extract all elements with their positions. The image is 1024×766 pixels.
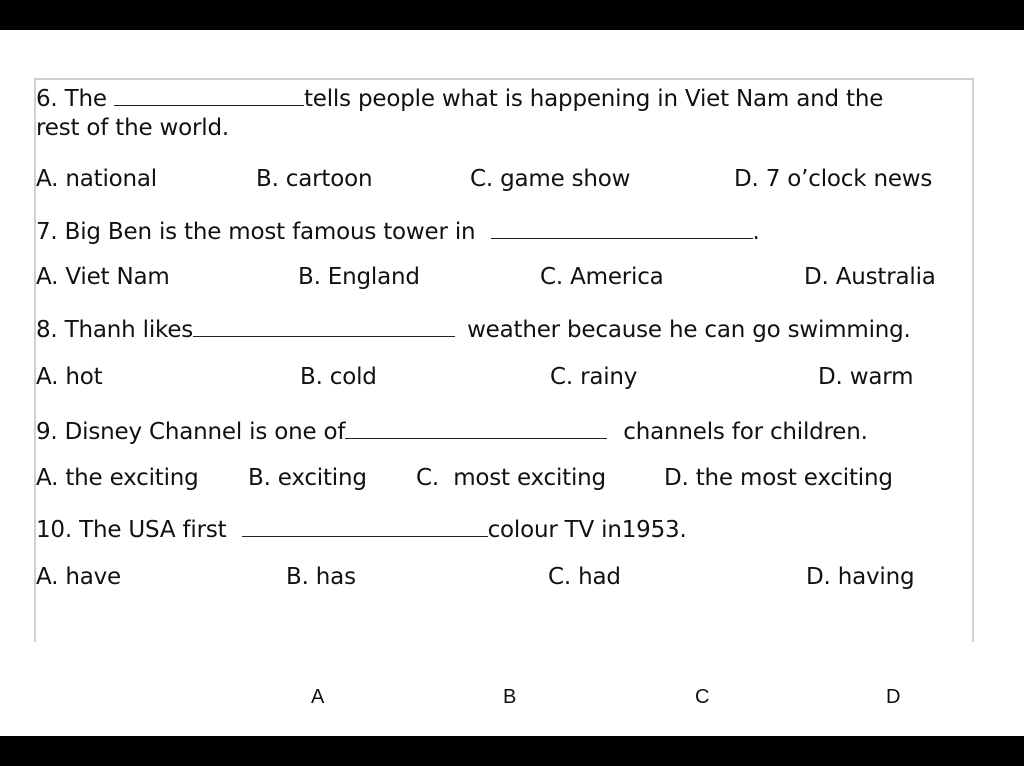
- worksheet-page: [0, 30, 1024, 736]
- question-10-option-d: D. having: [806, 564, 915, 590]
- question-8-option-d: D. warm: [818, 364, 914, 390]
- question-8-option-b: B. cold: [300, 364, 377, 390]
- question-9-option-d: D. the most exciting: [664, 465, 893, 491]
- question-10-stem-after: colour TV in1953.: [487, 517, 687, 543]
- question-8-stem-after: weather because he can go swimming.: [467, 317, 911, 343]
- question-7-option-b: B. England: [298, 264, 420, 290]
- question-9-option-b: B. exciting: [248, 465, 367, 491]
- question-6-option-b: B. cartoon: [256, 166, 373, 192]
- question-8-option-a: A. hot: [36, 364, 103, 390]
- question-6-stem-line2: rest of the world.: [36, 115, 229, 141]
- question-7-stem-after: .: [752, 219, 760, 245]
- question-6-stem-before: 6. The: [36, 86, 107, 112]
- question-9-stem: [36, 416, 868, 445]
- question-9-option-c: C. most exciting: [416, 465, 606, 491]
- question-7-option-d: D. Australia: [804, 264, 936, 290]
- question-9-blank: [345, 416, 607, 439]
- question-7-stem: [36, 216, 760, 245]
- question-6-option-d: D. 7 o’clock news: [734, 166, 933, 192]
- question-9-stem-before: 9. Disney Channel is one of: [36, 419, 346, 445]
- question-6-option-a: A. national: [36, 166, 157, 192]
- answer-choice-a[interactable]: A: [311, 686, 325, 708]
- answer-choice-b[interactable]: B: [503, 686, 517, 708]
- question-10-option-b: B. has: [286, 564, 356, 590]
- question-7-option-c: C. America: [540, 264, 664, 290]
- answer-choice-d[interactable]: D: [886, 686, 901, 708]
- question-10-blank: [242, 514, 488, 537]
- question-9-option-a: A. the exciting: [36, 465, 199, 491]
- question-7-option-a: A. Viet Nam: [36, 264, 170, 290]
- question-6-option-c: C. game show: [470, 166, 631, 192]
- question-6-stem-after: tells people what is happening in Viet Nam and the: [303, 86, 884, 112]
- question-10-stem: [36, 514, 687, 543]
- question-10-option-c: C. had: [548, 564, 621, 590]
- question-6-stem: [36, 83, 883, 112]
- question-9-stem-after: channels for children.: [623, 419, 868, 445]
- answer-choice-c[interactable]: C: [695, 686, 710, 708]
- question-8-blank: [193, 314, 455, 337]
- question-6-blank: [114, 83, 304, 106]
- question-7-stem-before: 7. Big Ben is the most famous tower in: [36, 219, 476, 245]
- question-8-stem-before: 8. Thanh likes: [36, 317, 194, 343]
- question-7-blank: [491, 216, 753, 239]
- question-8-stem: [36, 314, 911, 343]
- question-10-option-a: A. have: [36, 564, 121, 590]
- question-8-option-c: C. rainy: [550, 364, 638, 390]
- question-10-stem-before: 10. The USA first: [36, 517, 227, 543]
- question-frame: [34, 78, 974, 642]
